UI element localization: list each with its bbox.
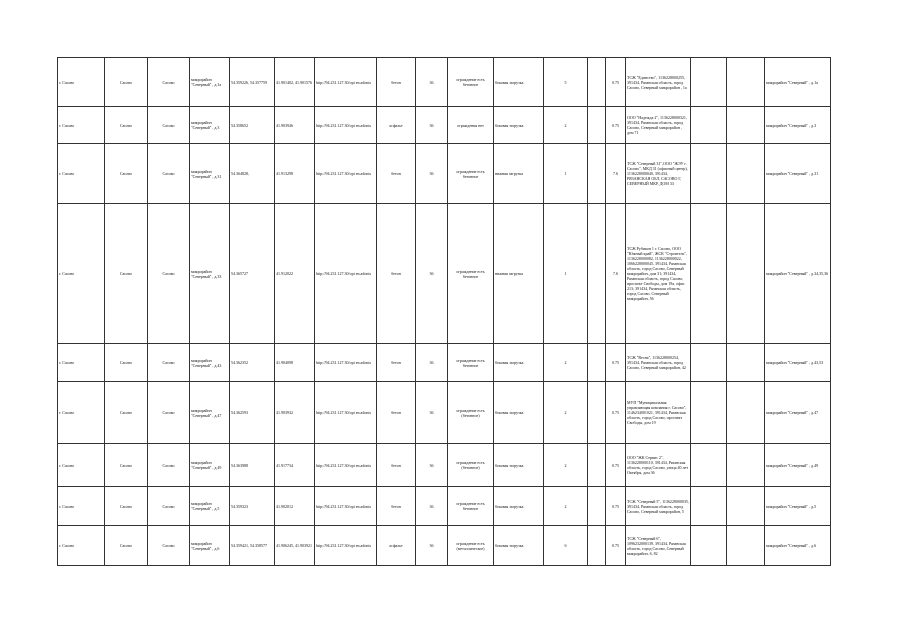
cell-lat: 54.359323 bbox=[230, 487, 275, 526]
cell-surface: асфальт bbox=[377, 107, 416, 144]
cell-link: http://94.231.127.30/opi en.adonis bbox=[315, 487, 377, 526]
cell-locality: Сасово bbox=[148, 204, 190, 344]
cell-street: микрорайон "Северный" , д.5 bbox=[190, 487, 230, 526]
cell-lon: 41.904098 bbox=[275, 344, 315, 382]
cell-area: 36 bbox=[416, 58, 448, 107]
cell-lat: 54.359421, 54.358577 bbox=[230, 526, 275, 566]
cell-empty bbox=[727, 382, 765, 444]
cell-area: 36 bbox=[416, 344, 448, 382]
cell-volume: 0.75 bbox=[606, 526, 626, 566]
cell-owner: ТСЖ Рубикон 1 г. Сасово, ООО "Южный край", ЖСК "Строитель", 1136228000082, 1136228000022, 1066228000045, 391434, Рязанская область, город Сасово, Северный микрорайон, дом 31; 391434, Рязанская область, город Сасово, проспект Свободы, дом 19а, офис 213; 391434, Рязанская область, город Сасово, Северный микрорайон, 56 bbox=[626, 204, 691, 344]
table-row bbox=[58, 144, 831, 204]
cell-link: http://94.231.127.30/opi en.adonis bbox=[315, 444, 377, 487]
cell-empty bbox=[727, 144, 765, 204]
cell-owner: ООО "ЖК Сервис 2", 1136228000110, 391434, Рязанская область, город Сасово, улица 40 лет Октября, дом 36 bbox=[626, 444, 691, 487]
cell-area: 36 bbox=[416, 107, 448, 144]
cell-volume: 0.75 bbox=[606, 107, 626, 144]
cell-fence: ограждение есть бетонное bbox=[448, 344, 494, 382]
cell-link: http://94.231.127.30/opi en.adonis bbox=[315, 526, 377, 566]
cell-empty bbox=[691, 107, 727, 144]
table-row bbox=[58, 204, 831, 344]
cell-lat: 54.362593 bbox=[230, 382, 275, 444]
cell-district: Сасово bbox=[105, 107, 148, 144]
cell-volume: 0.75 bbox=[606, 58, 626, 107]
cell-empty bbox=[588, 58, 606, 107]
cell-street: микрорайон "Северный" , д.3 bbox=[190, 107, 230, 144]
cell-area: 36 bbox=[416, 204, 448, 344]
cell-locality: Сасово bbox=[148, 344, 190, 382]
cell-address: микрорайон "Северный" , д.31 bbox=[765, 144, 831, 204]
cell-address: микрорайон "Северный" , д.34,35,36 bbox=[765, 204, 831, 344]
cell-area: 36 bbox=[416, 487, 448, 526]
cell-empty bbox=[727, 487, 765, 526]
cell-empty bbox=[727, 58, 765, 107]
cell-loading: нижняя загрузка bbox=[494, 204, 544, 344]
cell-count: 5 bbox=[544, 58, 588, 107]
cell-empty bbox=[691, 526, 727, 566]
cell-count: 2 bbox=[544, 107, 588, 144]
cell-area: 36 bbox=[416, 144, 448, 204]
cell-empty bbox=[691, 382, 727, 444]
cell-empty bbox=[588, 382, 606, 444]
cell-settlement: г. Сасово bbox=[58, 487, 105, 526]
cell-lat: 54.358652 bbox=[230, 107, 275, 144]
table-row bbox=[58, 382, 831, 444]
cell-link: http://94.231.127.30/opi en.adonis bbox=[315, 58, 377, 107]
cell-lon: 41.903946 bbox=[275, 107, 315, 144]
cell-locality: Сасово bbox=[148, 526, 190, 566]
table-row bbox=[58, 526, 831, 566]
cell-settlement: г. Сасово bbox=[58, 58, 105, 107]
cell-lat: 54.363988 bbox=[230, 444, 275, 487]
cell-loading: боковая загрузка bbox=[494, 444, 544, 487]
table-row bbox=[58, 487, 831, 526]
cell-address: микрорайон "Северный" , д.49 bbox=[765, 444, 831, 487]
cell-surface: бетон bbox=[377, 382, 416, 444]
cell-fence: ограждение есть бетонное bbox=[448, 144, 494, 204]
cell-settlement: г. Сасово bbox=[58, 344, 105, 382]
cell-address: микрорайон "Северный" , д.43,53 bbox=[765, 344, 831, 382]
cell-owner: ТСЖ "Единство", 1136228000255, 391434, Рязанская область, город Сасово, Северный микрорайон , 1а bbox=[626, 58, 691, 107]
cell-empty bbox=[588, 444, 606, 487]
cell-area: 36 bbox=[416, 444, 448, 487]
cell-lat: 54.359226, 54.357759 bbox=[230, 58, 275, 107]
cell-link: http://94.231.127.30/opi en.adonis bbox=[315, 107, 377, 144]
cell-count: 2 bbox=[544, 382, 588, 444]
cell-empty bbox=[691, 344, 727, 382]
cell-fence: ограждение есть (бетонное) bbox=[448, 444, 494, 487]
cell-settlement: г. Сасово bbox=[58, 526, 105, 566]
cell-count: 2 bbox=[544, 344, 588, 382]
cell-loading: боковая загрузка bbox=[494, 382, 544, 444]
cell-fence: ограждение есть бетонное bbox=[448, 204, 494, 344]
cell-street: микрорайон "Северный" , д.33 bbox=[190, 204, 230, 344]
cell-address: микрорайон "Северный" , д.5 bbox=[765, 487, 831, 526]
cell-count: 1 bbox=[544, 144, 588, 204]
container-sites-table bbox=[57, 57, 831, 566]
cell-owner: ООО "Надежда 2", 1136228000321, 391434, Рязанская область, город Сасово, Северный микрорайон , дом 71 bbox=[626, 107, 691, 144]
cell-district: Сасово bbox=[105, 144, 148, 204]
cell-lon: 41.903932 bbox=[275, 382, 315, 444]
cell-locality: Сасово bbox=[148, 382, 190, 444]
cell-settlement: г. Сасово bbox=[58, 144, 105, 204]
cell-street: микрорайон "Северный" , д.1а bbox=[190, 58, 230, 107]
cell-district: Сасово bbox=[105, 444, 148, 487]
cell-empty bbox=[727, 344, 765, 382]
cell-address: микрорайон "Северный" , д.1а bbox=[765, 58, 831, 107]
cell-surface: бетон bbox=[377, 487, 416, 526]
cell-empty bbox=[691, 204, 727, 344]
cell-address: микрорайон "Северный" , д.3 bbox=[765, 107, 831, 144]
cell-lon: 41.913298 bbox=[275, 144, 315, 204]
cell-surface: асфальт bbox=[377, 526, 416, 566]
cell-lat: 54.365727 bbox=[230, 204, 275, 344]
cell-link: http://94.231.127.30/opi en.adonis bbox=[315, 344, 377, 382]
cell-street: микрорайон "Северный" , д.31 bbox=[190, 144, 230, 204]
cell-locality: Сасово bbox=[148, 107, 190, 144]
cell-district: Сасово bbox=[105, 204, 148, 344]
cell-lon: 41.906245, 41.903921 bbox=[275, 526, 315, 566]
cell-district: Сасово bbox=[105, 487, 148, 526]
cell-street: микрорайон "Северный" , д.47 bbox=[190, 382, 230, 444]
table-row bbox=[58, 344, 831, 382]
cell-lon: 41.901402, 41.901576 bbox=[275, 58, 315, 107]
cell-settlement: г. Сасово bbox=[58, 444, 105, 487]
cell-district: Сасово bbox=[105, 58, 148, 107]
cell-street: микрорайон "Северный" , д.43 bbox=[190, 344, 230, 382]
cell-empty bbox=[588, 204, 606, 344]
table-body bbox=[58, 58, 831, 566]
cell-street: микрорайон "Северный" , д.6 bbox=[190, 526, 230, 566]
cell-empty bbox=[588, 526, 606, 566]
cell-fence: ограждения нет bbox=[448, 107, 494, 144]
cell-lon: 41.912022 bbox=[275, 204, 315, 344]
cell-surface: бетон bbox=[377, 58, 416, 107]
cell-area: 36 bbox=[416, 382, 448, 444]
cell-count: 1 bbox=[544, 204, 588, 344]
cell-settlement: г. Сасово bbox=[58, 107, 105, 144]
cell-owner: ТСЖ "Северный 6", 1096232000139, 391434, Рязанская область, город Сасово, Северный микрорайон, 6, 82 bbox=[626, 526, 691, 566]
cell-loading: боковая загрузка bbox=[494, 526, 544, 566]
table-row bbox=[58, 107, 831, 144]
cell-settlement: г. Сасово bbox=[58, 382, 105, 444]
cell-empty bbox=[727, 526, 765, 566]
cell-empty bbox=[588, 487, 606, 526]
cell-fence: ограждение есть бетонное bbox=[448, 487, 494, 526]
cell-settlement: г. Сасово bbox=[58, 204, 105, 344]
cell-fence: ограждение есть бетонное bbox=[448, 58, 494, 107]
cell-locality: Сасово bbox=[148, 58, 190, 107]
cell-empty bbox=[691, 58, 727, 107]
cell-locality: Сасово bbox=[148, 144, 190, 204]
cell-lat: 54.362352 bbox=[230, 344, 275, 382]
cell-empty bbox=[691, 444, 727, 487]
cell-district: Сасово bbox=[105, 344, 148, 382]
cell-owner: ТСЖ "Весна", 1136228000254, 391434, Рязанская область, город Сасово, Северный микрорайон, 42 bbox=[626, 344, 691, 382]
cell-owner: ТСЖ "Северный 5", 1136228000035, 391434, Рязанская область, город Сасово, Северный микрорайон, 5 bbox=[626, 487, 691, 526]
cell-address: микрорайон "Северный" , д.47 bbox=[765, 382, 831, 444]
cell-locality: Сасово bbox=[148, 487, 190, 526]
cell-surface: бетон bbox=[377, 444, 416, 487]
cell-lat: 54.364828, bbox=[230, 144, 275, 204]
cell-volume: 0.75 bbox=[606, 382, 626, 444]
cell-volume: 0.75 bbox=[606, 487, 626, 526]
cell-area: 36 bbox=[416, 526, 448, 566]
cell-district: Сасово bbox=[105, 526, 148, 566]
cell-empty bbox=[727, 444, 765, 487]
cell-fence: ограждение есть (бетонное) bbox=[448, 382, 494, 444]
cell-loading: боковая загрузка bbox=[494, 487, 544, 526]
cell-empty bbox=[727, 107, 765, 144]
cell-locality: Сасово bbox=[148, 444, 190, 487]
cell-surface: бетон bbox=[377, 344, 416, 382]
cell-loading: боковая загрузка bbox=[494, 107, 544, 144]
cell-count: 2 bbox=[544, 487, 588, 526]
cell-volume: 0.75 bbox=[606, 444, 626, 487]
cell-loading: нижняя загрузка bbox=[494, 144, 544, 204]
cell-count: 2 bbox=[544, 444, 588, 487]
cell-surface: бетон bbox=[377, 204, 416, 344]
cell-loading: боковая загрузка bbox=[494, 344, 544, 382]
cell-loading: боковая загрузка bbox=[494, 58, 544, 107]
cell-link: http://94.231.127.30/opi en.adonis bbox=[315, 204, 377, 344]
cell-empty bbox=[691, 144, 727, 204]
cell-count: 6 bbox=[544, 526, 588, 566]
cell-owner: МУП "Муниципальная управляющая компания г. Сасово", 1146234001021, 391434, Рязанская область, город Сасово, проспект Свободы, дом 19 bbox=[626, 382, 691, 444]
cell-surface: бетон bbox=[377, 144, 416, 204]
cell-empty bbox=[691, 487, 727, 526]
cell-lon: 41.917734 bbox=[275, 444, 315, 487]
cell-volume: 7.6 bbox=[606, 204, 626, 344]
cell-empty bbox=[727, 204, 765, 344]
cell-link: http://94.231.127.30/opi en.adonis bbox=[315, 382, 377, 444]
cell-volume: 7.6 bbox=[606, 144, 626, 204]
cell-volume: 0.75 bbox=[606, 344, 626, 382]
cell-district: Сасово bbox=[105, 382, 148, 444]
cell-fence: ограждение есть (металлическое) bbox=[448, 526, 494, 566]
cell-lon: 41.902012 bbox=[275, 487, 315, 526]
document-table-wrapper bbox=[57, 57, 830, 566]
table-row bbox=[58, 58, 831, 107]
cell-link: http://94.231.127.30/opi en.adonis bbox=[315, 144, 377, 204]
cell-street: микрорайон "Северный" , д.49 bbox=[190, 444, 230, 487]
cell-address: микрорайон "Северный" , д.6 bbox=[765, 526, 831, 566]
cell-empty bbox=[588, 344, 606, 382]
cell-empty bbox=[588, 107, 606, 144]
cell-owner: ТСЖ "Северный 31",ООО "ЖЭУ г. Сасово", МКД 31 (офисный центр), 1136228000040, 391434, РЯЗАНСКАЯ ОБЛ, САСОВО Г, СЕВЕРНЫЙ МКР, ДОМ 33 bbox=[626, 144, 691, 204]
table-row bbox=[58, 444, 831, 487]
cell-empty bbox=[588, 144, 606, 204]
